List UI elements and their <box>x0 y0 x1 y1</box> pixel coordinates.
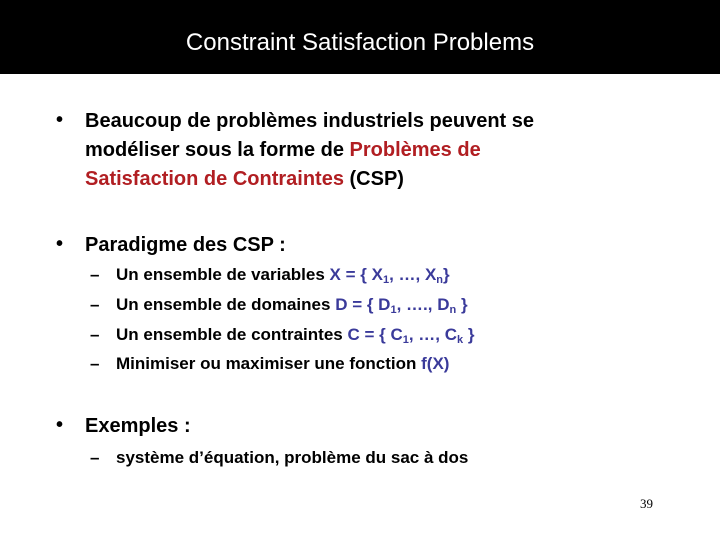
page-number: 39 <box>640 496 653 511</box>
constraints-set <box>347 325 474 344</box>
csp-domains-item <box>116 295 468 315</box>
item-text: Un ensemble de contraintes <box>116 325 348 344</box>
bullet1-highlight-b: Satisfaction de Contraintes <box>85 168 344 190</box>
objective-function: f(X) <box>421 354 450 373</box>
dash-icon: – <box>90 325 100 344</box>
subscript: k <box>457 334 464 346</box>
bullet1-line3 <box>85 165 685 194</box>
dash-icon: – <box>90 354 100 373</box>
bullet1-line1: Beaucoup de problèmes industriels peuvent se <box>85 110 535 132</box>
slide-title: Constraint Satisfaction Problems <box>185 29 535 56</box>
set-mid: , …, C <box>408 325 458 344</box>
csp-variables-item <box>116 265 450 285</box>
bullet-industrial-problems <box>85 107 685 194</box>
variables-set <box>330 265 450 284</box>
bullet-csp-paradigm: Paradigme des CSP : <box>85 234 286 256</box>
subscript: n <box>436 274 444 286</box>
dash-icon: – <box>90 448 100 467</box>
subscript: n <box>449 304 457 316</box>
examples-item: système d’équation, problème du sac à dos <box>116 448 469 467</box>
set-open: C = { C <box>347 325 403 344</box>
subscript: 1 <box>402 334 409 346</box>
bullet-dot-icon: • <box>56 233 64 255</box>
set-open: D = { D <box>335 295 391 314</box>
item-text: Minimiser ou maximiser une fonction <box>116 354 422 373</box>
dash-icon: – <box>90 295 100 314</box>
bullet1-line2-prefix: modéliser sous la forme de <box>85 139 350 161</box>
bullet1-line2 <box>85 136 685 165</box>
bullet1-line3-suffix: (CSP) <box>343 168 404 190</box>
bullet1-highlight-a: Problèmes de <box>349 139 481 161</box>
bullet-dot-icon: • <box>56 414 64 436</box>
csp-objective-item <box>116 354 449 374</box>
set-close: } <box>463 325 475 344</box>
set-mid: , …., D <box>396 295 450 314</box>
item-text: Un ensemble de variables <box>116 265 330 284</box>
subscript: 1 <box>382 274 390 286</box>
item-text: Un ensemble de domaines <box>116 295 336 314</box>
subscript: 1 <box>390 304 397 316</box>
set-mid: , …, X <box>389 265 437 284</box>
set-close: } <box>456 295 468 314</box>
dash-icon: – <box>90 265 100 284</box>
csp-constraints-item <box>116 325 475 345</box>
set-open: X = { X <box>329 265 383 284</box>
set-close: } <box>443 265 450 284</box>
bullet-examples: Exemples : <box>85 415 191 437</box>
domains-set <box>335 295 467 314</box>
bullet-dot-icon: • <box>56 109 64 131</box>
